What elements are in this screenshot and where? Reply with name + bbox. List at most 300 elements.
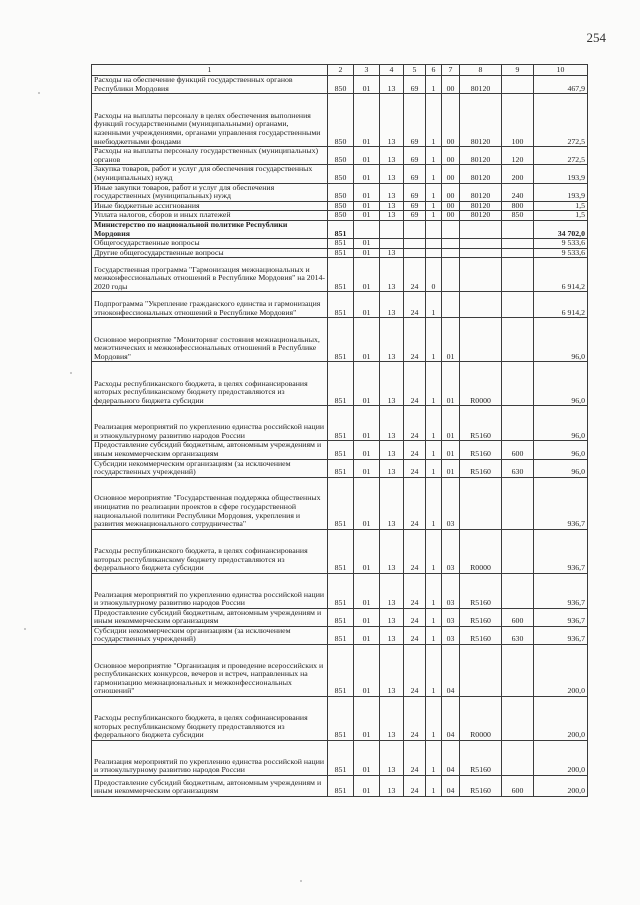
row-code-cell: 120	[502, 147, 534, 165]
row-sum-cell: 9 533,6	[534, 239, 588, 249]
row-sum-cell: 936,7	[534, 529, 588, 573]
row-sum-cell: 1,5	[534, 211, 588, 221]
table-row	[92, 741, 588, 776]
row-code-cell	[502, 248, 534, 258]
header-cell: 1	[92, 65, 328, 76]
row-code-cell: 630	[502, 626, 534, 644]
row-sum-cell: 96,0	[534, 459, 588, 477]
row-name-cell: Иные закупки товаров, работ и услуг для обеспечения государственных (муниципальных) нужд	[92, 183, 328, 201]
row-sum-cell: 34 702,0	[534, 220, 588, 238]
table-row	[92, 165, 588, 183]
row-code-cell: 01	[354, 201, 380, 211]
row-code-cell: 851	[328, 608, 354, 626]
row-code-cell: 1	[426, 201, 442, 211]
row-code-cell	[460, 248, 502, 258]
row-code-cell: 01	[354, 529, 380, 573]
row-code-cell: 01	[354, 165, 380, 183]
row-code-cell: 03	[442, 626, 460, 644]
row-code-cell: 80120	[460, 76, 502, 94]
table-row	[92, 459, 588, 477]
row-code-cell	[380, 220, 404, 238]
header-cell: 5	[404, 65, 426, 76]
row-code-cell: 851	[328, 239, 354, 249]
row-code-cell: 01	[354, 211, 380, 221]
table-row	[92, 220, 588, 238]
row-code-cell: 01	[354, 76, 380, 94]
row-code-cell: 851	[328, 362, 354, 406]
row-code-cell: 1	[426, 362, 442, 406]
row-code-cell: 0	[426, 258, 442, 292]
row-code-cell: 1	[426, 645, 442, 697]
row-code-cell	[404, 220, 426, 238]
row-code-cell: 04	[442, 645, 460, 697]
row-code-cell	[502, 76, 534, 94]
row-code-cell: 13	[380, 459, 404, 477]
row-code-cell: 69	[404, 147, 426, 165]
row-code-cell	[502, 741, 534, 776]
row-code-cell: 851	[328, 406, 354, 441]
row-name-cell: Предоставление субсидий бюджетным, автономным учреждениям и иным некоммерческим организациям	[92, 441, 328, 459]
row-name-cell: Реализация мероприятий по укреплению единства российской нации и этнокультурному развитию народов России	[92, 573, 328, 608]
row-code-cell: 13	[380, 573, 404, 608]
row-sum-cell: 936,7	[534, 608, 588, 626]
row-code-cell: 13	[380, 645, 404, 697]
row-code-cell: 24	[404, 459, 426, 477]
row-code-cell	[460, 318, 502, 362]
row-code-cell: 01	[354, 459, 380, 477]
row-code-cell: 13	[380, 406, 404, 441]
row-code-cell: 80120	[460, 183, 502, 201]
table-row	[92, 318, 588, 362]
row-code-cell: 01	[354, 697, 380, 741]
table-row	[92, 211, 588, 221]
table-row	[92, 776, 588, 797]
row-code-cell: 1	[426, 165, 442, 183]
row-code-cell	[502, 292, 534, 318]
row-code-cell: 01	[442, 459, 460, 477]
row-sum-cell: 1,5	[534, 201, 588, 211]
row-code-cell	[442, 248, 460, 258]
row-code-cell: 03	[442, 477, 460, 529]
row-code-cell: 851	[328, 776, 354, 797]
row-code-cell: 04	[442, 776, 460, 797]
row-name-cell: Расходы на выплаты персоналу государственных (муниципальных) органов	[92, 147, 328, 165]
row-code-cell	[460, 477, 502, 529]
row-sum-cell: 200,0	[534, 697, 588, 741]
row-code-cell: 13	[380, 441, 404, 459]
row-code-cell: 13	[380, 201, 404, 211]
row-code-cell	[502, 697, 534, 741]
row-code-cell: 04	[442, 697, 460, 741]
row-code-cell: 13	[380, 94, 404, 147]
row-code-cell: 13	[380, 776, 404, 797]
row-code-cell	[442, 239, 460, 249]
table-row	[92, 645, 588, 697]
row-code-cell: 24	[404, 292, 426, 318]
row-code-cell: 01	[354, 477, 380, 529]
row-code-cell: 80120	[460, 147, 502, 165]
row-code-cell: 69	[404, 201, 426, 211]
row-code-cell	[460, 258, 502, 292]
row-sum-cell: 200,0	[534, 741, 588, 776]
row-code-cell: 01	[354, 776, 380, 797]
row-code-cell: 200	[502, 165, 534, 183]
row-code-cell: 850	[328, 94, 354, 147]
row-code-cell: 850	[328, 183, 354, 201]
scan-speck	[24, 628, 26, 630]
row-name-cell: Общегосударственные вопросы	[92, 239, 328, 249]
row-code-cell: 01	[354, 645, 380, 697]
row-code-cell: 69	[404, 76, 426, 94]
row-code-cell	[442, 258, 460, 292]
row-code-cell: 1	[426, 318, 442, 362]
row-code-cell: 01	[354, 258, 380, 292]
row-name-cell: Расходы республиканского бюджета, в целях софинансирования которых республиканскому бюджету предоставляются из федерального бюджета субсидии	[92, 362, 328, 406]
scan-speck	[38, 92, 40, 94]
row-code-cell: 24	[404, 406, 426, 441]
row-code-cell: 1	[426, 697, 442, 741]
row-name-cell: Расходы республиканского бюджета, в целях софинансирования которых республиканскому бюджету предоставляются из федерального бюджета субсидии	[92, 697, 328, 741]
row-code-cell: 03	[442, 573, 460, 608]
table-row	[92, 477, 588, 529]
row-code-cell: 01	[354, 626, 380, 644]
row-code-cell: 24	[404, 697, 426, 741]
row-code-cell: 1	[426, 441, 442, 459]
row-sum-cell: 936,7	[534, 626, 588, 644]
row-code-cell	[404, 248, 426, 258]
row-code-cell: 24	[404, 776, 426, 797]
scan-speck	[300, 880, 302, 882]
row-code-cell: 1	[426, 292, 442, 318]
row-code-cell	[426, 239, 442, 249]
row-code-cell: 13	[380, 697, 404, 741]
row-code-cell: 100	[502, 94, 534, 147]
row-code-cell	[404, 239, 426, 249]
row-code-cell: 850	[328, 211, 354, 221]
row-code-cell	[426, 248, 442, 258]
row-code-cell: 00	[442, 76, 460, 94]
row-name-cell: Расходы на обеспечение функций государственных органов Республики Мордовия	[92, 76, 328, 94]
row-code-cell: 1	[426, 626, 442, 644]
row-code-cell: 13	[380, 76, 404, 94]
row-code-cell: 24	[404, 608, 426, 626]
row-code-cell: 630	[502, 459, 534, 477]
row-code-cell: 03	[442, 529, 460, 573]
row-code-cell: 24	[404, 626, 426, 644]
row-code-cell: 69	[404, 183, 426, 201]
row-code-cell: 851	[328, 697, 354, 741]
row-code-cell: R0000	[460, 529, 502, 573]
row-code-cell: 13	[380, 258, 404, 292]
row-code-cell: 24	[404, 573, 426, 608]
row-code-cell: 1	[426, 147, 442, 165]
row-code-cell	[380, 239, 404, 249]
row-code-cell: 01	[354, 292, 380, 318]
row-sum-cell: 96,0	[534, 362, 588, 406]
row-code-cell: 851	[328, 477, 354, 529]
row-code-cell: 1	[426, 94, 442, 147]
row-code-cell: 00	[442, 147, 460, 165]
row-code-cell: 69	[404, 211, 426, 221]
row-sum-cell: 272,5	[534, 94, 588, 147]
row-code-cell: 01	[354, 94, 380, 147]
row-code-cell: 13	[380, 362, 404, 406]
table-row	[92, 608, 588, 626]
row-code-cell: 13	[380, 183, 404, 201]
row-code-cell: 600	[502, 441, 534, 459]
row-code-cell: 01	[442, 441, 460, 459]
header-cell: 8	[460, 65, 502, 76]
row-name-cell: Основное мероприятие "Государственная поддержка общественных инициатив по реализации проектов в сфере государственной национальной политики Республики Мордовия, укрепления и развития межнационального сотрудничества"	[92, 477, 328, 529]
row-code-cell: R0000	[460, 362, 502, 406]
header-cell: 2	[328, 65, 354, 76]
row-code-cell: 13	[380, 477, 404, 529]
row-code-cell: 600	[502, 776, 534, 797]
row-code-cell: 851	[328, 645, 354, 697]
table-header	[92, 65, 588, 76]
row-code-cell: 1	[426, 529, 442, 573]
row-code-cell: 13	[380, 626, 404, 644]
row-code-cell: 01	[354, 318, 380, 362]
row-code-cell: 13	[380, 292, 404, 318]
row-name-cell: Иные бюджетные ассигнования	[92, 201, 328, 211]
row-code-cell: 1	[426, 608, 442, 626]
row-code-cell: 851	[328, 248, 354, 258]
row-name-cell: Предоставление субсидий бюджетным, автономным учреждениям и иным некоммерческим организациям	[92, 776, 328, 797]
row-code-cell: 24	[404, 441, 426, 459]
row-code-cell: 851	[328, 318, 354, 362]
row-code-cell: 1	[426, 776, 442, 797]
row-code-cell: 600	[502, 608, 534, 626]
row-sum-cell: 200,0	[534, 645, 588, 697]
row-code-cell: 03	[442, 608, 460, 626]
header-cell: 9	[502, 65, 534, 76]
row-code-cell: 800	[502, 201, 534, 211]
row-code-cell: R5160	[460, 441, 502, 459]
row-code-cell: 01	[354, 147, 380, 165]
header-cell: 10	[534, 65, 588, 76]
row-code-cell	[502, 220, 534, 238]
row-code-cell: 24	[404, 258, 426, 292]
row-name-cell: Министерство по национальной политике Республики Мордовия	[92, 220, 328, 238]
table-row	[92, 147, 588, 165]
row-code-cell: 01	[354, 441, 380, 459]
table-row	[92, 697, 588, 741]
row-code-cell: R5160	[460, 406, 502, 441]
table-row	[92, 573, 588, 608]
row-code-cell: 1	[426, 211, 442, 221]
row-sum-cell: 936,7	[534, 477, 588, 529]
row-sum-cell: 96,0	[534, 441, 588, 459]
row-sum-cell: 96,0	[534, 318, 588, 362]
row-code-cell: 00	[442, 94, 460, 147]
row-code-cell: 01	[354, 608, 380, 626]
row-sum-cell: 467,9	[534, 76, 588, 94]
row-code-cell	[502, 258, 534, 292]
row-sum-cell: 193,9	[534, 183, 588, 201]
row-code-cell: R5160	[460, 776, 502, 797]
row-code-cell: 01	[442, 406, 460, 441]
row-code-cell: 240	[502, 183, 534, 201]
row-code-cell: 69	[404, 94, 426, 147]
row-code-cell	[354, 220, 380, 238]
row-code-cell	[502, 477, 534, 529]
row-sum-cell: 6 914,2	[534, 258, 588, 292]
row-code-cell: 1	[426, 459, 442, 477]
table-body	[92, 76, 588, 797]
row-code-cell: R5160	[460, 459, 502, 477]
row-code-cell: R0000	[460, 697, 502, 741]
row-code-cell	[502, 406, 534, 441]
row-code-cell: 24	[404, 529, 426, 573]
row-code-cell: 00	[442, 211, 460, 221]
row-sum-cell: 200,0	[534, 776, 588, 797]
row-name-cell: Другие общегосударственные вопросы	[92, 248, 328, 258]
row-code-cell: 01	[354, 183, 380, 201]
row-code-cell: R5160	[460, 608, 502, 626]
row-code-cell: 13	[380, 165, 404, 183]
row-code-cell: 13	[380, 741, 404, 776]
row-code-cell	[502, 239, 534, 249]
row-code-cell: 80120	[460, 165, 502, 183]
row-code-cell: R5160	[460, 626, 502, 644]
row-code-cell: 851	[328, 441, 354, 459]
row-code-cell: 01	[354, 741, 380, 776]
row-code-cell	[426, 220, 442, 238]
row-code-cell: 80120	[460, 94, 502, 147]
row-sum-cell: 96,0	[534, 406, 588, 441]
row-code-cell: 850	[328, 147, 354, 165]
row-code-cell: 01	[354, 573, 380, 608]
row-code-cell: 24	[404, 645, 426, 697]
row-sum-cell: 6 914,2	[534, 292, 588, 318]
row-code-cell: 851	[328, 626, 354, 644]
row-code-cell	[442, 292, 460, 318]
row-code-cell: 1	[426, 183, 442, 201]
row-code-cell: 1	[426, 406, 442, 441]
row-code-cell: 851	[328, 741, 354, 776]
row-code-cell	[502, 529, 534, 573]
row-code-cell	[502, 573, 534, 608]
row-code-cell: 851	[328, 292, 354, 318]
row-name-cell: Подпрограмма "Укрепление гражданского единства и гармонизация этноконфессиональных отношений в Республике Мордовия"	[92, 292, 328, 318]
row-code-cell: 851	[328, 529, 354, 573]
row-code-cell: 24	[404, 741, 426, 776]
row-code-cell: 69	[404, 165, 426, 183]
table-row	[92, 292, 588, 318]
row-name-cell: Закупка товаров, работ и услуг для обеспечения государственных (муниципальных) нужд	[92, 165, 328, 183]
row-sum-cell: 936,7	[534, 573, 588, 608]
row-code-cell: 24	[404, 477, 426, 529]
table-row	[92, 362, 588, 406]
row-code-cell: 24	[404, 362, 426, 406]
row-name-cell: Государственная программа "Гармонизация межнациональных и межконфессиональных отношений в Республике Мордовия" на 2014-2020 годы	[92, 258, 328, 292]
row-code-cell: 13	[380, 147, 404, 165]
row-code-cell: 13	[380, 248, 404, 258]
row-code-cell: R5160	[460, 741, 502, 776]
row-code-cell: 851	[328, 220, 354, 238]
page-number: 254	[586, 30, 606, 45]
table-row	[92, 248, 588, 258]
row-code-cell: 13	[380, 608, 404, 626]
row-code-cell: 13	[380, 529, 404, 573]
row-sum-cell: 272,5	[534, 147, 588, 165]
table-row	[92, 529, 588, 573]
row-code-cell: 851	[328, 258, 354, 292]
scan-speck	[70, 372, 72, 374]
row-code-cell	[502, 318, 534, 362]
row-name-cell: Реализация мероприятий по укреплению единства российской нации и этнокультурному развитию народов России	[92, 406, 328, 441]
row-code-cell: 850	[328, 76, 354, 94]
row-code-cell	[460, 239, 502, 249]
row-code-cell: 01	[442, 362, 460, 406]
row-code-cell	[442, 220, 460, 238]
row-name-cell: Уплата налогов, сборов и иных платежей	[92, 211, 328, 221]
row-sum-cell: 193,9	[534, 165, 588, 183]
header-cell: 7	[442, 65, 460, 76]
row-code-cell: 851	[328, 573, 354, 608]
table-row	[92, 258, 588, 292]
row-code-cell: 13	[380, 211, 404, 221]
row-code-cell: 851	[328, 459, 354, 477]
row-code-cell: 01	[442, 318, 460, 362]
row-code-cell: 01	[354, 406, 380, 441]
row-code-cell: 850	[328, 165, 354, 183]
table-row	[92, 183, 588, 201]
row-code-cell: 04	[442, 741, 460, 776]
table-row	[92, 76, 588, 94]
row-code-cell	[502, 362, 534, 406]
row-code-cell: 13	[380, 318, 404, 362]
row-name-cell: Основное мероприятие "Мониторинг состояния межнациональных, межэтнических и межконфессиональных отношений в Республике Мордовия"	[92, 318, 328, 362]
header-cell: 3	[354, 65, 380, 76]
row-code-cell: 01	[354, 248, 380, 258]
table-row	[92, 626, 588, 644]
row-name-cell: Предоставление субсидий бюджетным, автономным учреждениям и иным некоммерческим организациям	[92, 608, 328, 626]
table-row	[92, 239, 588, 249]
table-row	[92, 94, 588, 147]
row-code-cell: 1	[426, 76, 442, 94]
row-code-cell: 00	[442, 201, 460, 211]
table-row	[92, 441, 588, 459]
row-name-cell: Основное мероприятие "Организация и проведение всероссийских и республиканских конкурсов, вечеров и встреч, направленных на гармонизацию межнациональных и межконфессиональных отношений"	[92, 645, 328, 697]
row-code-cell: 1	[426, 573, 442, 608]
row-code-cell	[460, 220, 502, 238]
header-row	[92, 65, 588, 76]
row-code-cell: 01	[354, 362, 380, 406]
table-row	[92, 406, 588, 441]
row-name-cell: Субсидии некоммерческим организациям (за исключением государственных учреждений)	[92, 626, 328, 644]
row-name-cell: Реализация мероприятий по укреплению единства российской нации и этнокультурному развитию народов России	[92, 741, 328, 776]
row-code-cell	[502, 645, 534, 697]
row-name-cell: Расходы на выплаты персоналу в целях обеспечения выполнения функций государственными (муниципальными) органами, казенными учреждениями, органами управления государственными внебюджетными фондами	[92, 94, 328, 147]
row-code-cell: 00	[442, 183, 460, 201]
row-name-cell: Расходы республиканского бюджета, в целях софинансирования которых республиканскому бюджету предоставляются из федерального бюджета субсидии	[92, 529, 328, 573]
budget-table	[91, 64, 588, 797]
row-code-cell: 850	[328, 201, 354, 211]
row-code-cell: 01	[354, 239, 380, 249]
row-code-cell: 80120	[460, 201, 502, 211]
row-code-cell: 00	[442, 165, 460, 183]
row-code-cell: 1	[426, 477, 442, 529]
row-code-cell: 24	[404, 318, 426, 362]
row-code-cell	[460, 292, 502, 318]
row-code-cell: R5160	[460, 573, 502, 608]
row-sum-cell: 9 533,6	[534, 248, 588, 258]
row-code-cell	[460, 645, 502, 697]
header-cell: 4	[380, 65, 404, 76]
row-code-cell: 1	[426, 741, 442, 776]
